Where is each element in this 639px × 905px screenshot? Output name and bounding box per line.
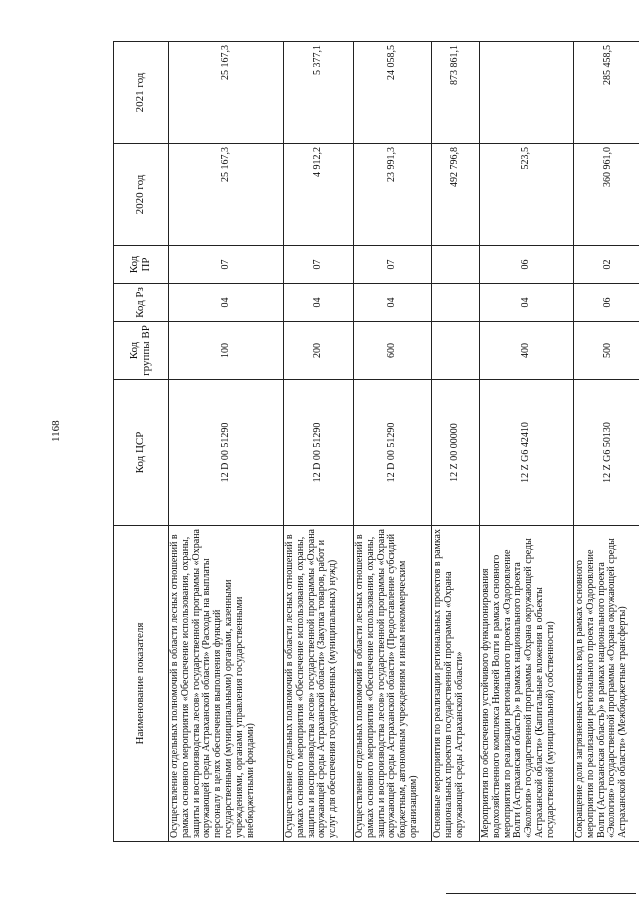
row-2020: 23 991,3 — [354, 144, 432, 246]
row-2021: 285 458,5 — [574, 42, 639, 144]
row-2021: 5 377,1 — [284, 42, 354, 144]
budget-table — [113, 41, 639, 842]
row-rz — [432, 284, 480, 322]
table-row — [169, 42, 284, 842]
row-name: Осуществление отдельных полномочий в области лесных отношений в рамках основного мероприятия «Обеспечение использования, охраны, защиты и воспроизводства лесов» государственной программы «Охрана окружающей среды Астраханской области» (Закупка товаров, работ и услуг для обеспечения государственных (муниципальных) нужд) — [284, 526, 354, 842]
row-2020: 25 167,3 — [169, 144, 284, 246]
row-rz: 04 — [480, 284, 574, 322]
row-rz: 04 — [284, 284, 354, 322]
table-row — [284, 42, 354, 842]
header-vr: Код группы ВР — [114, 322, 169, 380]
row-csr: 12 Z 00 00000 — [432, 380, 480, 526]
row-2020: 523,5 — [480, 144, 574, 246]
row-2020: 492 796,8 — [432, 144, 480, 246]
row-2021: 24 058,5 — [354, 42, 432, 144]
row-pr: 06 — [480, 246, 574, 284]
row-rz: 04 — [169, 284, 284, 322]
row-2021 — [480, 42, 574, 144]
row-name: Сокращение доли загрязненных сточных вод в рамках основного мероприятия по реализации регионального проекта «Оздоровление Волги (Астраханская область)» в рамках национального проекта «Экология» государственной программы «Охрана окружающей среды Астраханской области» (Межбюджетные трансферты) — [574, 526, 639, 842]
row-vr: 600 — [354, 322, 432, 380]
header-name: Наименование показателя — [114, 526, 169, 842]
table-row — [354, 42, 432, 842]
row-csr: 12 D 00 51290 — [284, 380, 354, 526]
header-2021: 2021 год — [114, 42, 169, 144]
row-csr: 12 Z G6 50130 — [574, 380, 639, 526]
row-vr: 400 — [480, 322, 574, 380]
row-pr: 07 — [354, 246, 432, 284]
row-pr — [432, 246, 480, 284]
row-vr: 200 — [284, 322, 354, 380]
row-2021: 873 861,1 — [432, 42, 480, 144]
row-pr: 02 — [574, 246, 639, 284]
row-name: Осуществление отдельных полномочий в области лесных отношений в рамках основного мероприятия «Обеспечение использования, охраны, защиты и воспроизводства лесов» государственной программы «Охрана окружающей среды Астраханской области» (Предоставление субсидий бюджетным, автономным учреждениям и иным некоммерческим организациям) — [354, 526, 432, 842]
rotated-table-container — [113, 42, 639, 842]
row-2020: 4 912,2 — [284, 144, 354, 246]
row-csr: 12 Z G6 42410 — [480, 380, 574, 526]
row-rz: 06 — [574, 284, 639, 322]
table-header-row — [114, 42, 169, 842]
row-name: Мероприятия по обеспечению устойчивого функционирования водохозяйственного комплекса Нижней Волги в рамках основного мероприятия по реализации регионального проекта «Оздоровление Волги (Астраханская область)» в рамках национального проекта «Экология» государственной программы «Охрана окружающей среды Астраханской области» (Капитальные вложения в объекты государственной (муниципальной) собственности) — [480, 526, 574, 842]
header-2020: 2020 год — [114, 144, 169, 246]
row-rz: 04 — [354, 284, 432, 322]
row-2020: 360 961,0 — [574, 144, 639, 246]
row-vr — [432, 322, 480, 380]
header-csr: Код ЦСР — [114, 380, 169, 526]
row-name: Основные мероприятия по реализации региональных проектов в рамках национальных проектов государственной программы «Охрана окружающей среды Астраханской области» — [432, 526, 480, 842]
row-vr: 500 — [574, 322, 639, 380]
page-number: 1168 — [50, 420, 62, 442]
row-pr: 07 — [169, 246, 284, 284]
header-rz: Код Рз — [114, 284, 169, 322]
table-row — [480, 42, 574, 842]
table-row — [574, 42, 639, 842]
row-csr: 12 D 00 51290 — [169, 380, 284, 526]
row-2021: 25 167,3 — [169, 42, 284, 144]
row-name: Осуществление отдельных полномочий в области лесных отношений в рамках основного мероприятия «Обеспечение использования, охраны, защиты и воспроизводства лесов» государственной программы «Охрана окружающей среды Астраханской области» (Расходы на выплаты персоналу в целях обеспечения выполнения функций государственными (муниципальными) органами, казенными учреждениями, органами управления государственными внебюджетными фондами) — [169, 526, 284, 842]
row-vr: 100 — [169, 322, 284, 380]
row-pr: 07 — [284, 246, 354, 284]
table-row — [432, 42, 480, 842]
header-pr: Код ПР — [114, 246, 169, 284]
row-csr: 12 D 00 51290 — [354, 380, 432, 526]
bottom-edge-line — [446, 893, 636, 894]
